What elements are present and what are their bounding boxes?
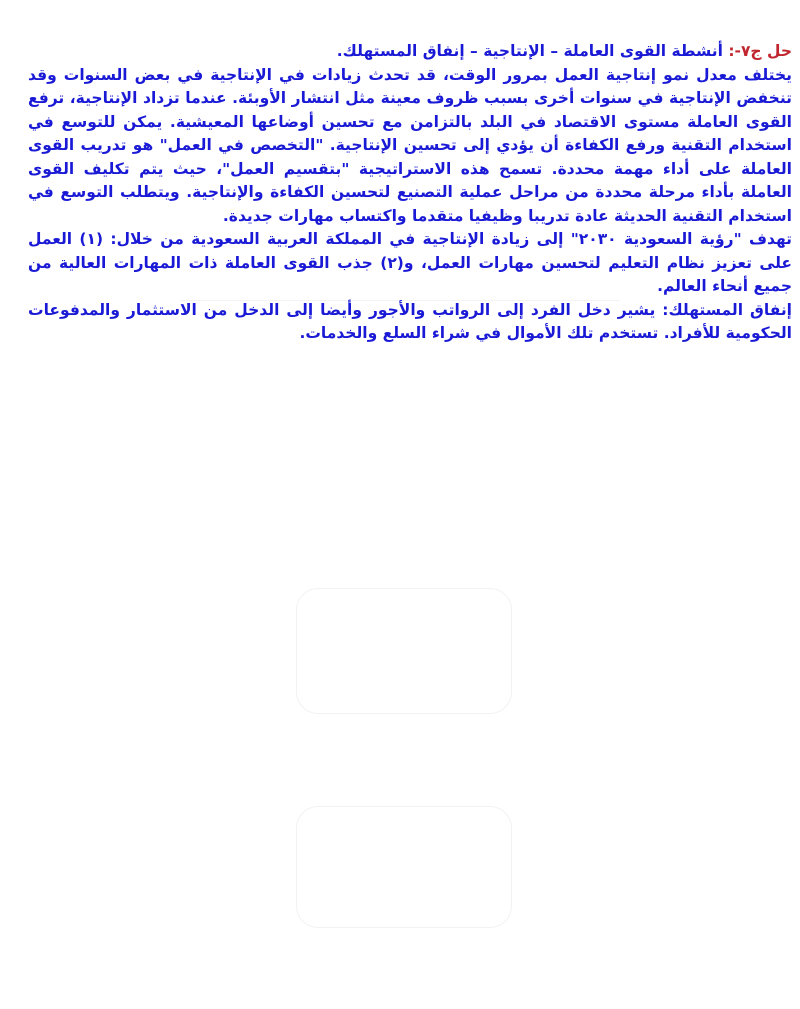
paragraph-vision-2030: تهدف "رؤية السعودية ٢٠٣٠" إلى زيادة الإنتاجية في المملكة العربية السعودية من خلال: (١) العمل على تعزيز نظام التعليم لتحسين مهارات العمل، و(٢) جذب القوى العاملة ذات المهارات العالية من جميع أنحاء العالم. (28, 230, 792, 295)
answer-number: حل ج٧-: (728, 42, 792, 60)
paragraph-consumer-spending: إنفاق المستهلك: يشير دخل الفرد إلى الرواتب والأجور وأيضا إلى الدخل من الاستثمار والمدفوعات الحكومية للأفراد. تستخدم تلك الأموال في شراء السلع والخدمات. (28, 300, 792, 342)
paragraph-labor-productivity: يختلف معدل نمو إنتاجية العمل بمرور الوقت، قد تحدث زيادات في الإنتاجية في بعض السنوات وقد تنخفض الإنتاجية في سنوات أخرى بسبب ظروف معينة مثل انتشار الأوبئة. عندما تزداد الإنتاجية، ترفع القوى العاملة مستوى الاقتصاد في البلد بالتزامن مع تحسين أوضاعها المعيشية. يمكن للتوسع في استخدام التقنية ورفع الكفاءة أن يؤدي إلى تحسين الإنتاجية. "التخصص في العمل" هو تدريب القوى العاملة على أداء مهمة محددة. تسمح هذه الاستراتيجية "بتقسيم العمل"، حيث يتم تكليف القوى العاملة بأداء مرحلة محددة من مراحل عملية التصنيع لتحسين الكفاءة والإنتاجية. ويتطلب التوسع في استخدام التقنية الحديثة عادة تدريبا وظيفيا متقدما واكتساب مهارات جديدة. (28, 65, 792, 225)
faint-background-card-1 (296, 588, 512, 714)
document-body (28, 40, 792, 346)
faint-background-card-2 (296, 806, 512, 928)
answer-title: أنشطة القوى العاملة – الإنتاجية – إنفاق المستهلك. (336, 42, 729, 60)
answer-heading (28, 40, 792, 64)
